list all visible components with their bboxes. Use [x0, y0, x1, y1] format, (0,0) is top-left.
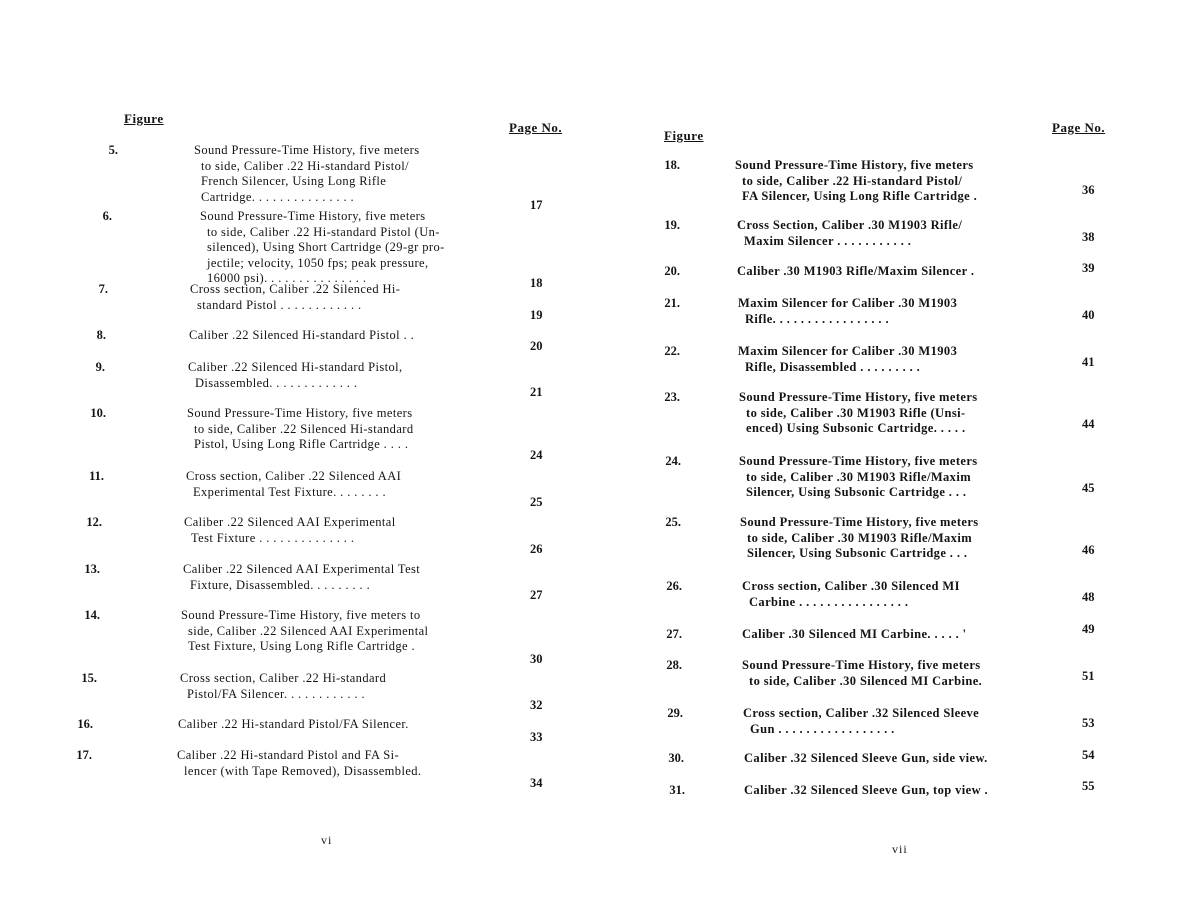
figure-title-line: Maxim Silencer for Caliber .30 M1903	[738, 296, 958, 310]
figure-title-line: Sound Pressure-Time History, five meters	[739, 454, 978, 468]
figure-title-line: Disassembled. . . . . . . . . . . . .	[195, 375, 358, 390]
page-reference: 36	[1082, 183, 1095, 197]
page-reference: 30	[530, 652, 543, 666]
figure-title-line: to side, Caliber .30 Silenced MI Carbine.	[749, 673, 983, 688]
figure-number: 21.	[664, 296, 680, 310]
page-reference: 33	[530, 730, 543, 744]
figure-title-line: Caliber .22 Silenced Hi-standard Pistol,	[188, 360, 403, 374]
figure-title-line: Cartridge. . . . . . . . . . . . . . .	[201, 189, 355, 204]
figure-number: 18.	[664, 158, 680, 172]
figure-title-line: Sound Pressure-Time History, five meters	[739, 390, 978, 404]
figure-title-line: Rifle, Disassembled . . . . . . . . .	[745, 359, 921, 374]
page-reference: 38	[1082, 230, 1095, 244]
figure-number: 5.	[108, 143, 118, 157]
figure-header: Figure	[124, 111, 164, 126]
figure-title-line: to side, Caliber .22 Hi-standard Pistol/	[201, 158, 409, 173]
page-number: vii	[892, 842, 908, 856]
page-number: vi	[321, 833, 333, 847]
page-reference: 25	[530, 495, 543, 509]
figure-title-line: 16000 psi). . . . . . . . . . . . . . .	[207, 271, 367, 285]
figure-number: 20.	[664, 264, 680, 278]
figure-title-line: to side, Caliber .30 M1903 Rifle/Maxim	[746, 469, 972, 484]
figure-title-line: Rifle. . . . . . . . . . . . . . . . .	[745, 311, 890, 326]
page-reference: 55	[1082, 779, 1095, 793]
figure-number: 24.	[665, 454, 681, 468]
figure-title-line: Fixture, Disassembled. . . . . . . . .	[190, 577, 371, 592]
figure-title-line: Cross section, Caliber .32 Silenced Sleeve	[743, 706, 980, 720]
figure-title-line: Caliber .22 Hi-standard Pistol and FA Si-	[177, 748, 400, 762]
page-reference: 54	[1082, 748, 1095, 762]
figure-number: 30.	[668, 751, 684, 765]
figure-number: 28.	[666, 658, 682, 672]
page-reference: 45	[1082, 481, 1095, 495]
figure-number: 19.	[664, 218, 680, 232]
figure-title-line: Caliber .22 Silenced Hi-standard Pistol . .	[189, 328, 415, 342]
figure-number: 11.	[89, 469, 104, 483]
figure-title-line: Cross section, Caliber .22 Silenced Hi-	[190, 282, 401, 296]
figure-title-line: jectile; velocity, 1050 fps; peak pressure,	[207, 255, 429, 270]
page-no-header: Page No.	[509, 120, 563, 135]
page-reference: 20	[530, 339, 543, 353]
figure-number: 13.	[84, 562, 100, 576]
figure-number: 25.	[665, 515, 681, 529]
page-reference: 21	[530, 385, 543, 399]
figure-title-line: Cross section, Caliber .22 Hi-standard	[180, 671, 387, 685]
figure-title-line: Maxim Silencer for Caliber .30 M1903	[738, 344, 958, 358]
page-reference: 39	[1082, 261, 1095, 275]
figure-title-line: Caliber .30 Silenced MI Carbine. . . . . '	[742, 627, 967, 641]
figure-title-line: Caliber .30 M1903 Rifle/Maxim Silencer .	[737, 264, 975, 278]
figure-title-line: enced) Using Subsonic Cartridge. . . . .	[746, 421, 966, 435]
page-reference: 34	[530, 776, 543, 790]
figure-title-line: Silencer, Using Subsonic Cartridge . . .	[747, 546, 968, 560]
figure-number: 27.	[666, 627, 682, 641]
page-reference: 49	[1082, 622, 1095, 636]
figure-number: 15.	[81, 671, 97, 685]
figure-title-line: Experimental Test Fixture. . . . . . . .	[193, 484, 386, 499]
page-reference: 40	[1082, 308, 1095, 322]
figure-title-line: Cross Section, Caliber .30 M1903 Rifle/	[737, 218, 963, 232]
figure-number: 7.	[98, 282, 108, 296]
figure-title-line: to side, Caliber .22 Hi-standard Pistol/	[742, 173, 963, 188]
figure-title-line: Carbine . . . . . . . . . . . . . . . .	[749, 594, 909, 609]
right-page	[597, 0, 1194, 923]
figure-number: 31.	[669, 783, 685, 797]
figure-title-line: Caliber .32 Silenced Sleeve Gun, top view .	[744, 783, 989, 797]
figure-number: 6.	[102, 209, 112, 223]
page-reference: 18	[530, 276, 543, 290]
figure-title-line: Pistol, Using Long Rifle Cartridge . . . .	[194, 437, 409, 451]
figure-title-line: to side, Caliber .22 Silenced Hi-standard	[194, 421, 414, 436]
figure-number: 23.	[664, 390, 680, 404]
figure-number: 14.	[84, 608, 100, 622]
figure-title-line: FA Silencer, Using Long Rifle Cartridge .	[742, 189, 978, 203]
figure-title-line: Cross section, Caliber .30 Silenced MI	[742, 579, 960, 593]
figure-title-line: Caliber .22 Silenced AAI Experimental Test	[183, 562, 421, 576]
figure-title-line: Test Fixture, Using Long Rifle Cartridge .	[188, 639, 416, 653]
figure-title-line: Sound Pressure-Time History, five meters	[187, 406, 413, 420]
figure-number: 26.	[666, 579, 682, 593]
figure-title-line: Pistol/FA Silencer. . . . . . . . . . . .	[187, 686, 365, 701]
figure-title-line: French Silencer, Using Long Rifle	[201, 174, 387, 188]
page-reference: 27	[530, 588, 543, 602]
page-reference: 53	[1082, 716, 1095, 730]
figure-title-line: Sound Pressure-Time History, five meters	[740, 515, 979, 529]
figure-title-line: Silencer, Using Subsonic Cartridge . . .	[746, 485, 967, 499]
figure-title-line: to side, Caliber .30 M1903 Rifle (Unsi-	[746, 405, 966, 420]
figure-title-line: Caliber .32 Silenced Sleeve Gun, side view.	[744, 751, 988, 765]
page-reference: 24	[530, 448, 543, 462]
figure-number: 9.	[95, 360, 105, 374]
figure-title-line: Caliber .22 Silenced AAI Experimental	[184, 515, 396, 529]
figure-title-line: silenced), Using Short Cartridge (29-gr pro-	[207, 240, 445, 254]
figure-title-line: side, Caliber .22 Silenced AAI Experimental	[188, 623, 429, 638]
figure-title-line: Maxim Silencer . . . . . . . . . . .	[744, 233, 912, 248]
figure-title-line: Gun . . . . . . . . . . . . . . . . .	[750, 721, 895, 736]
figure-title-line: Sound Pressure-Time History, five meters to	[181, 608, 421, 622]
figure-title-line: to side, Caliber .30 M1903 Rifle/Maxim	[747, 530, 973, 545]
page-reference: 51	[1082, 669, 1095, 683]
figure-number: 22.	[664, 344, 680, 358]
figure-title-line: Sound Pressure-Time History, five meters	[194, 143, 420, 157]
figure-title-line: standard Pistol . . . . . . . . . . . .	[197, 297, 362, 312]
page-reference: 32	[530, 698, 543, 712]
page-reference: 48	[1082, 590, 1095, 604]
figure-title-line: Sound Pressure-Time History, five meters	[735, 158, 974, 172]
page-reference: 19	[530, 308, 543, 322]
figure-title-line: Sound Pressure-Time History, five meters	[742, 658, 981, 672]
figure-header: Figure	[664, 128, 704, 143]
figure-title-line: Sound Pressure-Time History, five meters	[200, 209, 426, 223]
figure-number: 8.	[96, 328, 106, 342]
figure-title-line: lencer (with Tape Removed), Disassembled.	[184, 763, 422, 778]
figure-number: 29.	[667, 706, 683, 720]
page-reference: 26	[530, 542, 543, 556]
figure-title-line: Test Fixture . . . . . . . . . . . . . .	[191, 530, 355, 545]
page-no-header: Page No.	[1052, 120, 1106, 135]
figure-title-line: Cross section, Caliber .22 Silenced AAI	[186, 469, 402, 483]
figure-title-line: Caliber .22 Hi-standard Pistol/FA Silencer.	[178, 717, 409, 731]
page-reference: 41	[1082, 355, 1095, 369]
figure-title-line: to side, Caliber .22 Hi-standard Pistol (Un-	[207, 224, 440, 239]
figure-number: 17.	[76, 748, 92, 762]
page-reference: 17	[530, 198, 543, 212]
page-reference: 46	[1082, 543, 1095, 557]
figure-number: 10.	[90, 406, 106, 420]
figure-number: 16.	[77, 717, 93, 731]
figure-number: 12.	[86, 515, 102, 529]
page-reference: 44	[1082, 417, 1095, 431]
